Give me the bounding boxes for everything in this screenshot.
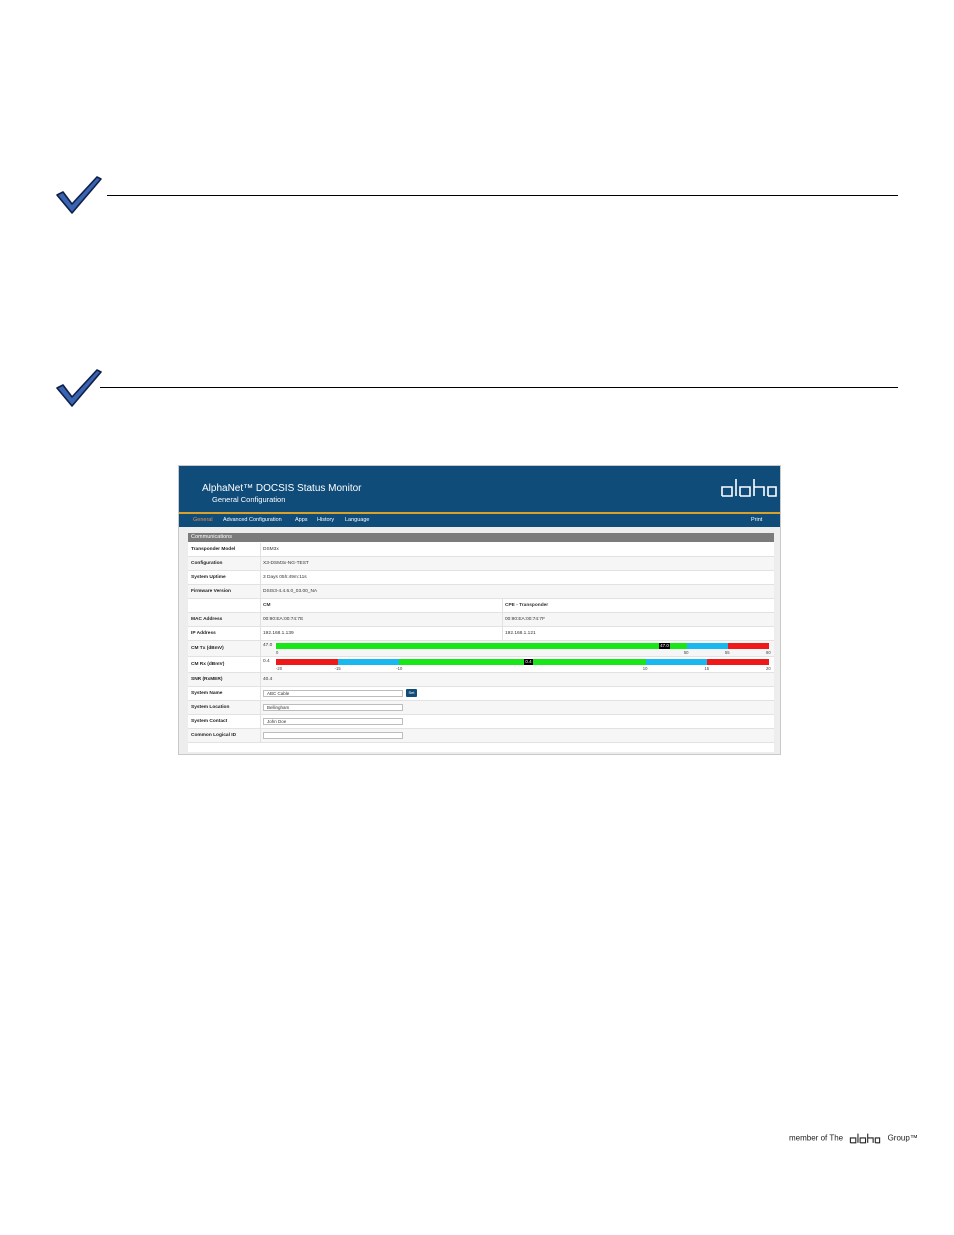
nav-bar [179, 514, 780, 527]
gauge-tick-label: 10 [642, 666, 648, 671]
panel-title: Communications [191, 534, 232, 540]
gauge-tick-label: 15 [704, 666, 710, 671]
column-header-cm: CM [263, 603, 271, 608]
row-mac-address [188, 613, 774, 627]
footer-prefix: member of The [789, 1133, 844, 1143]
gauge-tick-label: -20 [276, 666, 283, 671]
note-divider [107, 195, 898, 196]
row-label: Firmware Version [191, 589, 231, 594]
row-firmware-version [188, 585, 774, 599]
row-cm-rx [188, 657, 774, 673]
row-value: 3 Days 05h:49m:11s [263, 575, 307, 580]
gauge-zone [707, 659, 769, 665]
row-cm-tx [188, 641, 774, 657]
row-label: System Uptime [191, 575, 226, 580]
system-location-input[interactable]: Bellingham [263, 704, 403, 711]
nav-language[interactable]: Language [345, 517, 370, 523]
cm-tx-value: 47.0 [263, 643, 273, 648]
row-label: Transponder Model [191, 547, 236, 552]
row-value: X3-DSM3x-NG-TEST [263, 561, 309, 566]
row-system-uptime [188, 571, 774, 585]
nav-general[interactable]: General [193, 517, 213, 523]
gauge-zone [728, 643, 769, 649]
alpha-logo [720, 476, 778, 500]
row-label: System Name [191, 691, 223, 696]
row-system-contact [188, 715, 774, 729]
row-label: IP Address [191, 631, 216, 636]
row-value-cpe: 00:90:EA:00:74:7F [505, 617, 546, 622]
gauge-tick-label: 0 [276, 650, 279, 655]
footer-membership [789, 1132, 918, 1145]
row-label: SNR (RxMER) [191, 677, 223, 682]
row-value: DSIS3-4.4.6.0_03.00_NA [263, 589, 318, 594]
gauge-zone [276, 643, 687, 649]
row-snr [188, 673, 774, 687]
row-label: System Location [191, 705, 230, 710]
row-label: CM Rx (dBmV) [191, 662, 225, 667]
row-column-headers [188, 599, 774, 613]
row-common-logical-id [188, 729, 774, 743]
nav-history[interactable]: History [317, 517, 335, 523]
row-value-cpe: 192.168.1.121 [505, 631, 536, 636]
row-value: 40.4 [263, 677, 273, 682]
gauge-zone [399, 659, 646, 665]
nav-print[interactable]: Print [751, 517, 763, 523]
gauge-tick-label: -15 [334, 666, 341, 671]
row-label: Configuration [191, 561, 223, 566]
checkmark-icon [55, 175, 103, 215]
gauge-zone [276, 659, 338, 665]
note-divider [100, 387, 898, 388]
row-ip-address [188, 627, 774, 641]
row-label: CM Tx (dBmV) [191, 646, 224, 651]
row-transponder-model [188, 543, 774, 557]
row-system-name [188, 687, 774, 701]
app-title: AlphaNet™ DOCSIS Status Monitor [202, 483, 362, 494]
alpha-logo [847, 1132, 883, 1145]
row-label: MAC Address [191, 617, 223, 622]
footer-suffix: Group™ [887, 1133, 918, 1143]
row-label: Common Logical ID [191, 733, 237, 738]
column-header-cpe: CPE - Transponder [505, 603, 549, 608]
nav-apps[interactable]: Apps [295, 517, 308, 523]
app-subtitle: General Configuration [212, 495, 286, 504]
checkmark-icon [55, 368, 103, 408]
row-value-cm: 192.168.1.139 [263, 631, 294, 636]
system-contact-input[interactable]: John Doe [263, 718, 403, 725]
nav-advanced-configuration[interactable]: Advanced Configuration [223, 517, 282, 523]
common-logical-id-input[interactable] [263, 732, 403, 739]
gauge-marker: 0.4 [525, 659, 532, 664]
row-configuration [188, 557, 774, 571]
row-label: System Contact [191, 719, 228, 724]
gauge-tick-label: 20 [766, 666, 771, 671]
system-name-input[interactable]: ABC Cable [263, 690, 403, 697]
set-button[interactable]: Set [406, 689, 417, 697]
communications-panel [188, 533, 774, 752]
gauge-tick-label: 60 [766, 650, 771, 655]
gauge-zone [338, 659, 400, 665]
cm-rx-value: 0.4 [263, 659, 270, 664]
gauge-zone [646, 659, 708, 665]
docsis-status-screenshot [178, 465, 781, 755]
gauge-tick-label: 50 [683, 650, 689, 655]
gauge-tick-label: -10 [396, 666, 403, 671]
row-value: DSM3x [263, 547, 279, 552]
gauge-marker: 47.0 [660, 643, 669, 648]
gauge-zone [687, 643, 728, 649]
gauge-tick-label: 55 [724, 650, 730, 655]
app-header [179, 466, 780, 514]
row-value-cm: 00:90:EA:00:74:7E [263, 617, 304, 622]
panel-header [188, 533, 774, 542]
row-system-location [188, 701, 774, 715]
